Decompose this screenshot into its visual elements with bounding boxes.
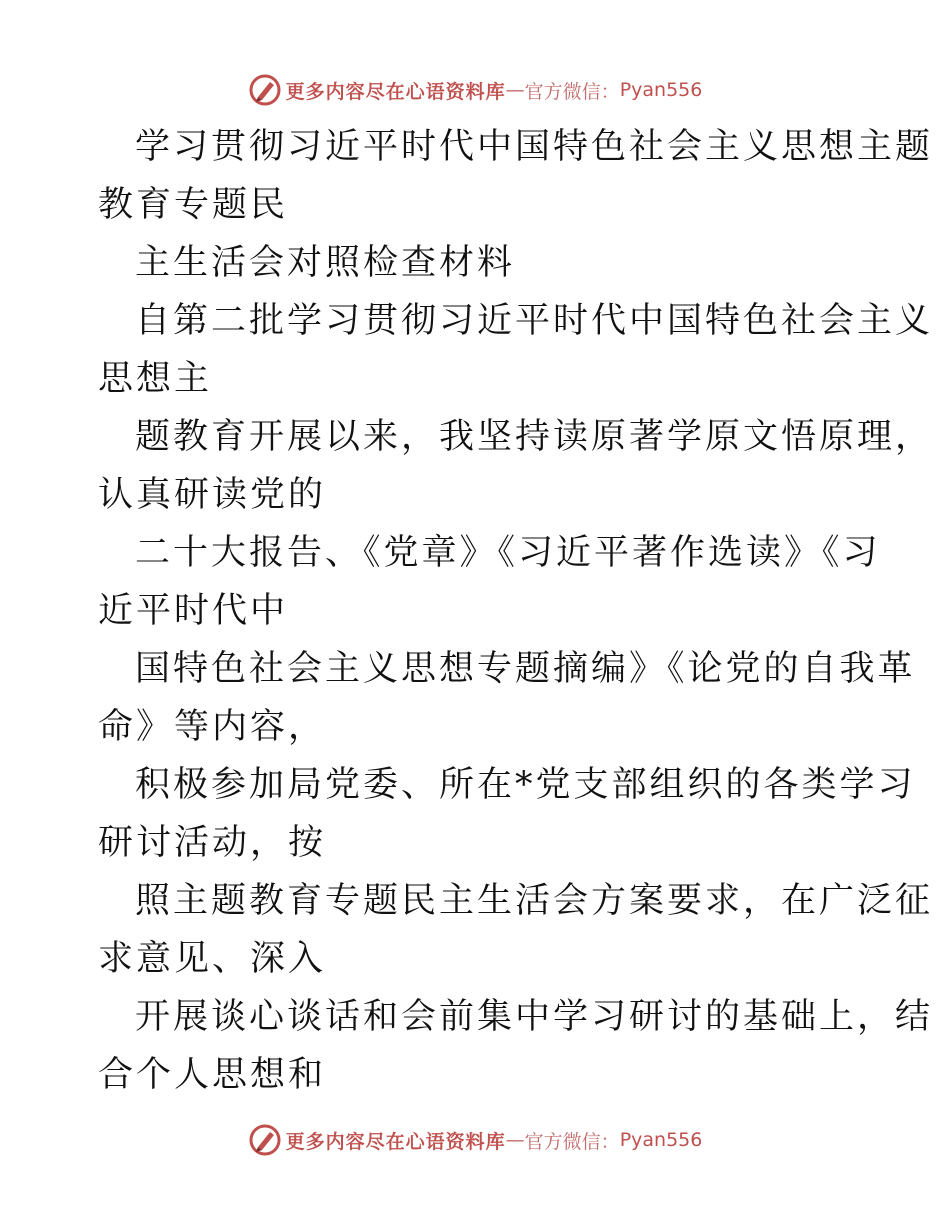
text-line: 合个人思想和 <box>98 1055 327 1095</box>
banner-wechat-id: Pyan556 <box>619 1129 703 1151</box>
text-line: 二十大报告、《党章》《习近平著作选读》《习 <box>135 533 881 573</box>
text-line: 开展谈心谈话和会前集中学习研讨的基础上，结 <box>135 997 934 1037</box>
banner-dash: — <box>505 1129 525 1151</box>
text-line: 学习贯彻习近平时代中国特色社会主义思想主题 <box>135 127 934 167</box>
banner-official-wechat-label: 官方微信： <box>524 80 620 103</box>
header-watermark-banner <box>0 70 950 110</box>
text-line: 自第二批学习贯彻习近平时代中国特色社会主义 <box>135 301 934 341</box>
pen-logo-icon <box>248 1123 282 1157</box>
banner-wechat-id: Pyan556 <box>619 79 703 101</box>
banner-brand-text: 更多内容尽在心语资料库 <box>285 1130 506 1153</box>
text-line: 主生活会对照检查材料 <box>135 243 516 283</box>
text-line: 命》等内容， <box>98 707 327 747</box>
banner-brand-text: 更多内容尽在心语资料库 <box>285 80 506 103</box>
text-line: 照主题教育专题民主生活会方案要求，在广泛征 <box>135 881 934 921</box>
banner-dash: — <box>505 79 525 101</box>
document-body <box>98 118 934 1104</box>
text-line: 题教育开展以来，我坚持读原著学原文悟原理， <box>135 417 934 457</box>
text-line: 思想主 <box>98 359 213 399</box>
text-line: 近平时代中 <box>98 591 289 631</box>
text-line: 教育专题民 <box>98 185 289 225</box>
footer-watermark-banner <box>0 1120 950 1160</box>
pen-logo-icon <box>248 73 282 107</box>
text-line: 国特色社会主义思想专题摘编》《论党的自我革 <box>135 649 916 689</box>
text-line: 积极参加局党委、所在*党支部组织的各类学习 <box>135 765 916 805</box>
text-line: 求意见、深入 <box>98 939 327 979</box>
banner-official-wechat-label: 官方微信： <box>524 1130 620 1153</box>
text-line: 研讨活动，按 <box>98 823 327 863</box>
text-line: 认真研读党的 <box>98 475 327 515</box>
